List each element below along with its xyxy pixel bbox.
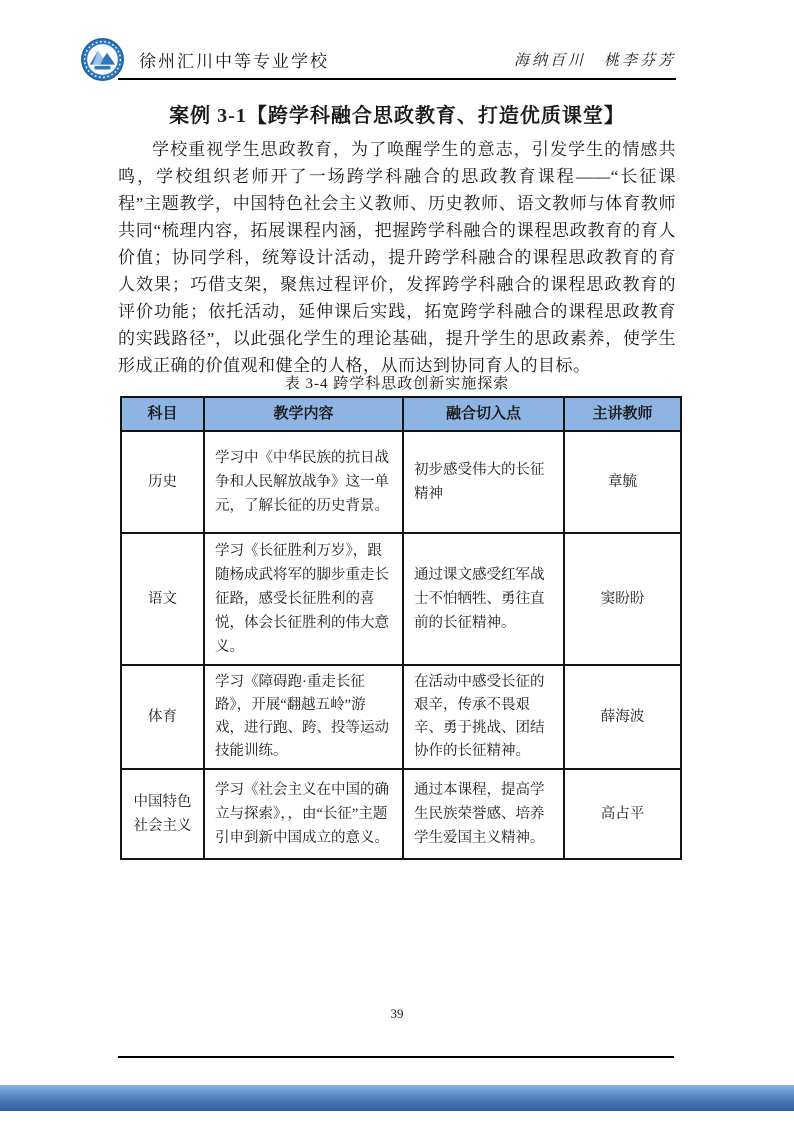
- cell-subject: 体育: [121, 665, 204, 769]
- school-name: 徐州汇川中等专业学校: [139, 51, 329, 71]
- cell-content: 学习《长征胜利万岁》，跟随杨成武将军的脚步重走长征路，感受长征胜利的喜悦，体会长征胜利的伟大意义。: [204, 533, 403, 665]
- table-body: [121, 431, 681, 859]
- cell-content: 学习中《中华民族的抗日战争和人民解放战争》这一单元，了解长征的历史背景。: [204, 431, 403, 533]
- col-header-entry-point: 融合切入点: [403, 397, 564, 431]
- cell-entry-point: 初步感受伟大的长征精神: [403, 431, 564, 533]
- table-caption: 表 3-4 跨学科思政创新实施探索: [284, 376, 510, 392]
- school-logo-icon: [80, 37, 125, 82]
- footer-band: [0, 1085, 794, 1111]
- footer-rule: [118, 1056, 674, 1058]
- table-row: [121, 769, 681, 859]
- cell-entry-point: 通过课文感受红军战士不怕牺牲、勇往直前的长征精神。: [403, 533, 564, 665]
- cell-entry-point: 在活动中感受长征的艰辛，传承不畏艰辛、勇于挑战、团结协作的长征精神。: [403, 665, 564, 769]
- cell-subject: 中国特色社会主义: [121, 769, 204, 859]
- cell-content: 学习《障碍跑·重走长征路》，开展“翻越五岭”游戏，进行跑、跨、投等运动技能训练。: [204, 665, 403, 769]
- cell-subject: 历史: [121, 431, 204, 533]
- curriculum-table: [120, 396, 682, 860]
- col-header-teacher: 主讲教师: [564, 397, 681, 431]
- page-header: [80, 36, 676, 82]
- cell-teacher: 窦盼盼: [564, 533, 681, 665]
- cell-entry-point: 通过本课程，提高学生民族荣誉感、培养学生爱国主义精神。: [403, 769, 564, 859]
- cell-subject: 语文: [121, 533, 204, 665]
- cell-content: 学习《社会主义在中国的确立与探索》，，由“长征”主题引申到新中国成立的意义。: [204, 769, 403, 859]
- cell-teacher: 高占平: [564, 769, 681, 859]
- case-title: 案例 3-1【跨学科融合思政教育、打造优质课堂】: [169, 105, 625, 127]
- page-number: 39: [390, 1006, 404, 1021]
- school-motto: 海纳百川 桃李芬芳: [513, 52, 676, 69]
- table-row: [121, 533, 681, 665]
- table-row: [121, 665, 681, 769]
- header-rule: [118, 78, 676, 80]
- col-header-subject: 科目: [121, 397, 204, 431]
- col-header-content: 教学内容: [204, 397, 403, 431]
- table-row: [121, 431, 681, 533]
- case-paragraph: 学校重视学生思政教育，为了唤醒学生的意志，引发学生的情感共鸣，学校组织老师开了一场跨学科融合的思政教育课程——“长征课程”主题教学，中国特色社会主义教师、历史教师、语文教师与体育教师共同“梳理内容，拓展课程内涵，把握跨学科融合的课程思政教育的育人价值；协同学科，统筹设计活动，提升跨学科融合的课程思政教育的育人效果；巧借支架，聚焦过程评价，发挥跨学科融合的课程思政教育的评价功能；依托活动，延伸课后实践，拓宽跨学科融合的课程思政教育的实践路径”，以此强化学生的理论基础，提升学生的思政素养，使学生形成正确的价值观和健全的人格，从而达到协同育人的目标。: [118, 140, 676, 375]
- table-header-row: [121, 397, 681, 431]
- cell-teacher: 薛海波: [564, 665, 681, 769]
- cell-teacher: 章毓: [564, 431, 681, 533]
